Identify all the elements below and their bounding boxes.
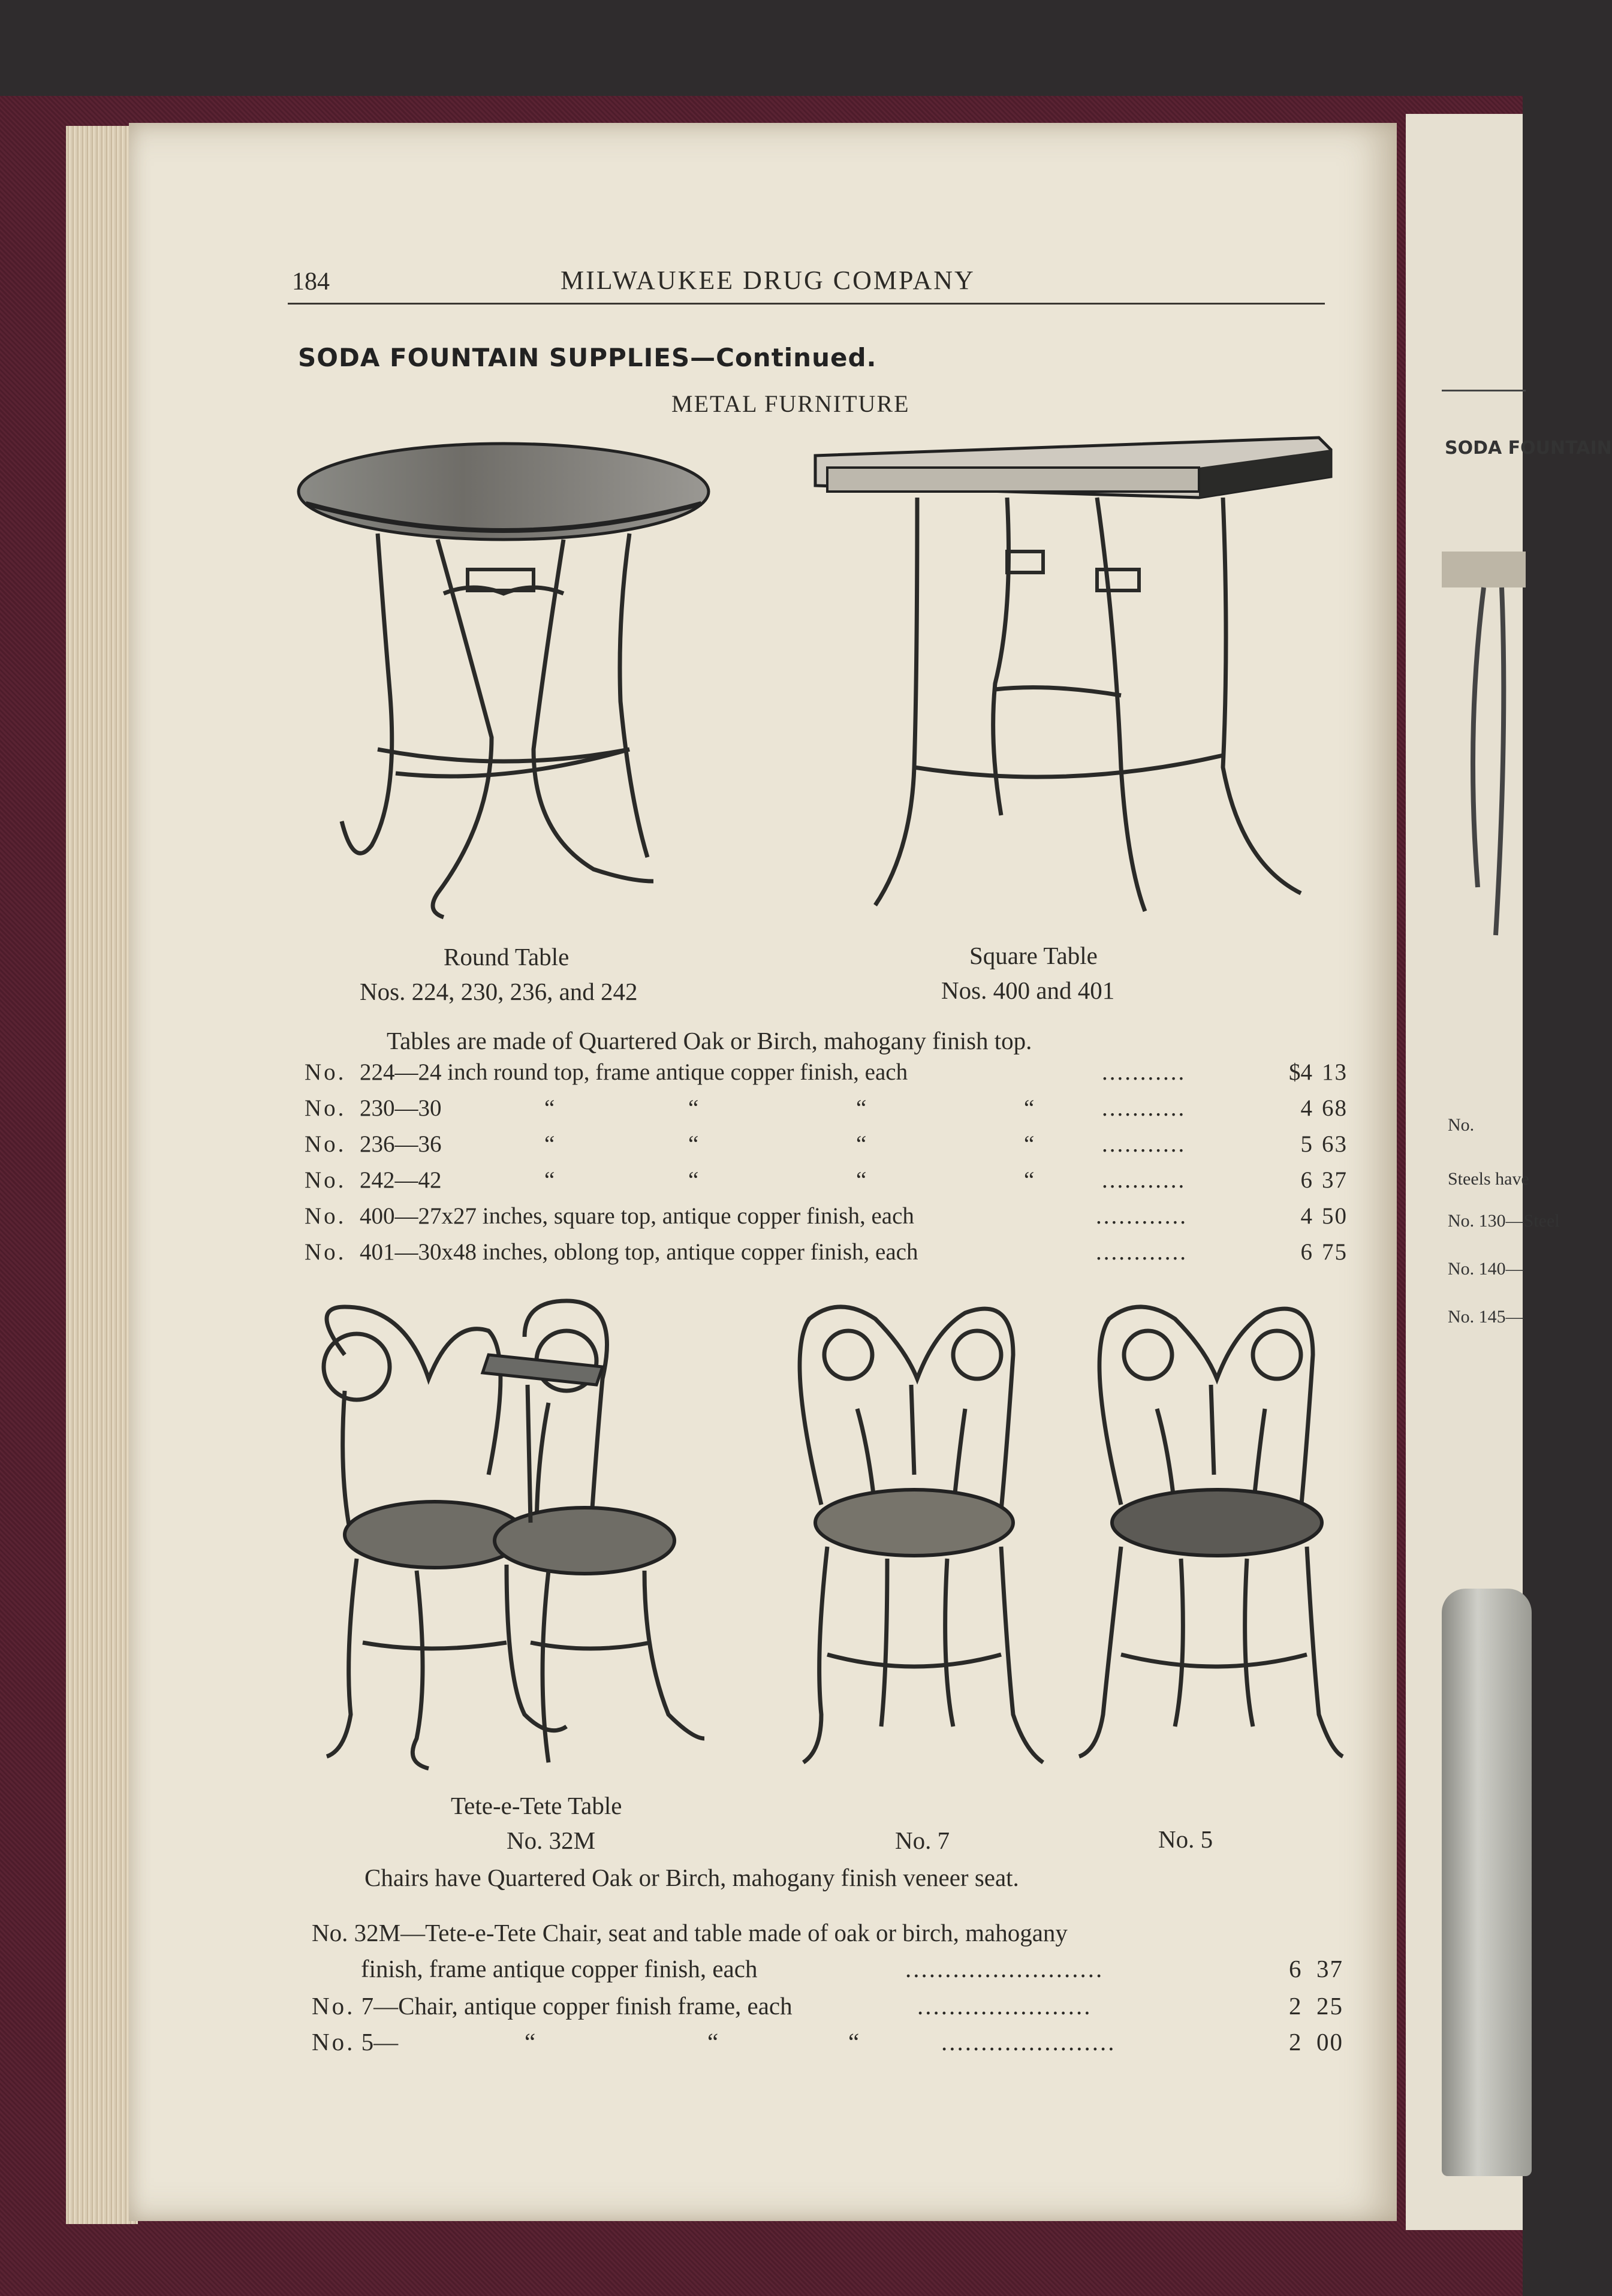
ditto-mark: “ [688, 1095, 699, 1121]
price-dollars: 6 [1300, 1167, 1312, 1193]
facing-page-header: SODA FOUNTAIN [1445, 438, 1612, 459]
square-table-illustration [809, 432, 1337, 926]
square-table-caption: Square Table [969, 942, 1098, 969]
leader-dots: ...................... [917, 1992, 1092, 2020]
ditto-mark: “ [1024, 1167, 1035, 1193]
leader-dots: ............ [1096, 1203, 1188, 1229]
page-edges [66, 126, 138, 2224]
ditto-mark: “ [1024, 1095, 1035, 1121]
chair-7-price-row [312, 1991, 793, 2020]
price-row [305, 1059, 1348, 1095]
item-prefix: No. [305, 1203, 346, 1229]
price-row [305, 1131, 1348, 1167]
price-cents: 25 [1316, 1992, 1343, 2020]
leader-dots: ...................... [941, 2028, 1116, 2056]
chair-7-caption: No. 7 [895, 1827, 950, 1854]
price-dollars: 2 [1289, 2028, 1301, 2056]
price-cents: 63 [1322, 1131, 1348, 1157]
price-dollars: 6 [1300, 1239, 1312, 1265]
price-dollars: 6 [1289, 1955, 1301, 1982]
leader-dots: ........... [1102, 1059, 1186, 1085]
round-table-illustration [294, 438, 713, 920]
tables-note: Tables are made of Quartered Oak or Birch, mahogany finish top. [387, 1027, 1032, 1054]
square-table-numbers: Nos. 400 and 401 [941, 977, 1115, 1004]
leader-dots: ............ [1096, 1239, 1188, 1265]
leader-dots: ........... [1102, 1095, 1186, 1121]
chairs-note: Chairs have Quartered Oak or Birch, mahogany finish veneer seat. [364, 1864, 1019, 1891]
price-dollars: 4 [1300, 1203, 1312, 1229]
item-prefix: No. [305, 1059, 346, 1085]
facing-page-illustration [1442, 552, 1526, 1151]
facing-page [1406, 114, 1612, 2230]
table-price-list [305, 1059, 1348, 1274]
item-price [1264, 1131, 1348, 1158]
facing-page-line: No. [1448, 1115, 1475, 1135]
item-prefix: No. [312, 1992, 355, 2020]
chair-5-illustration [1073, 1295, 1355, 1771]
item-description: 236—36 [360, 1131, 442, 1157]
item-price [1264, 1203, 1348, 1230]
facing-page-illustration-2 [1442, 1589, 1532, 2176]
leader-dots: ......................... [905, 1955, 1104, 1982]
price-row [305, 1095, 1348, 1131]
item-prefix: No. [305, 1095, 346, 1121]
ditto-mark: “ [1024, 1131, 1035, 1157]
item-price [1264, 1059, 1348, 1086]
page-number: 184 [292, 268, 330, 296]
ditto-mark: “ [544, 1167, 555, 1193]
price-dollars: $4 [1289, 1059, 1312, 1085]
chair-5-caption: No. 5 [1158, 1825, 1213, 1853]
facing-page-line: No. 140— [1448, 1259, 1524, 1279]
tete-table-illustration [309, 1295, 752, 1777]
item-description: 224—24 inch round top, frame antique copper finish, each [360, 1059, 908, 1085]
subsection-title: METAL FURNITURE [671, 390, 910, 417]
ditto-mark: “ [856, 1095, 867, 1121]
item-description: 401—30x48 inches, oblong top, antique copper finish, each [360, 1239, 918, 1265]
price-dollars: 2 [1289, 1992, 1301, 2020]
chair-5-price-row [312, 2027, 398, 2056]
ditto-mark: “ [856, 1167, 867, 1193]
price-dollars: 5 [1300, 1131, 1312, 1157]
price-dollars: 4 [1300, 1095, 1312, 1121]
facing-page-rule [1442, 390, 1526, 391]
facing-page-line: No. 145— [1448, 1307, 1524, 1327]
item-prefix: No. [305, 1131, 346, 1157]
leader-dots: ........... [1102, 1131, 1186, 1157]
item-prefix: No. [305, 1239, 346, 1265]
ditto-mark: “ [544, 1131, 555, 1157]
ditto-mark: “ [688, 1131, 699, 1157]
price-row [305, 1167, 1348, 1203]
item-price [1264, 1095, 1348, 1122]
facing-page-line: No. 130—Steel [1448, 1211, 1560, 1231]
item-prefix: No. [312, 2028, 355, 2056]
item-prefix: No. [305, 1167, 346, 1193]
ditto-mark: “ [525, 2028, 536, 2056]
price-cents: 37 [1322, 1167, 1348, 1193]
leader-dots: ........... [1102, 1167, 1186, 1193]
item-description: 230—30 [360, 1095, 442, 1121]
price-cents: 68 [1322, 1095, 1348, 1121]
price-row [305, 1203, 1348, 1239]
ditto-mark: “ [707, 2028, 719, 2056]
price-cents: 00 [1316, 2028, 1343, 2056]
chair-32m-line1: No. 32M—Tete-e-Tete Chair, seat and table made of oak or birch, mahogany [312, 1919, 1068, 1947]
chair-7-illustration [785, 1295, 1055, 1771]
tete-table-number: No. 32M [507, 1827, 596, 1854]
price-cents: 75 [1322, 1239, 1348, 1265]
item-description: 242—42 [360, 1167, 442, 1193]
price-cents: 37 [1316, 1955, 1343, 1982]
chair-32m-line2: finish, frame antique copper finish, each [361, 1955, 758, 1982]
ditto-mark: “ [544, 1095, 555, 1121]
round-table-numbers: Nos. 224, 230, 236, and 242 [360, 978, 638, 1005]
item-price [1264, 1167, 1348, 1194]
item-price [1264, 1239, 1348, 1265]
item-description: 5— [361, 2028, 399, 2056]
running-header: MILWAUKEE DRUG COMPANY [561, 266, 975, 295]
tete-table-caption: Tete-e-Tete Table [451, 1792, 622, 1819]
item-description: 7—Chair, antique copper finish frame, each [361, 1992, 793, 2020]
ditto-mark: “ [848, 2028, 860, 2056]
round-table-caption: Round Table [444, 943, 570, 971]
section-title: SODA FOUNTAIN SUPPLIES—Continued. [298, 343, 877, 372]
ditto-mark: “ [856, 1131, 867, 1157]
ditto-mark: “ [688, 1167, 699, 1193]
facing-page-line: Steels have [1448, 1169, 1529, 1189]
item-description: 400—27x27 inches, square top, antique copper finish, each [360, 1203, 914, 1229]
price-row [305, 1239, 1348, 1274]
header-rule [288, 303, 1325, 305]
price-cents: 50 [1322, 1203, 1348, 1229]
price-cents: 13 [1322, 1059, 1348, 1085]
